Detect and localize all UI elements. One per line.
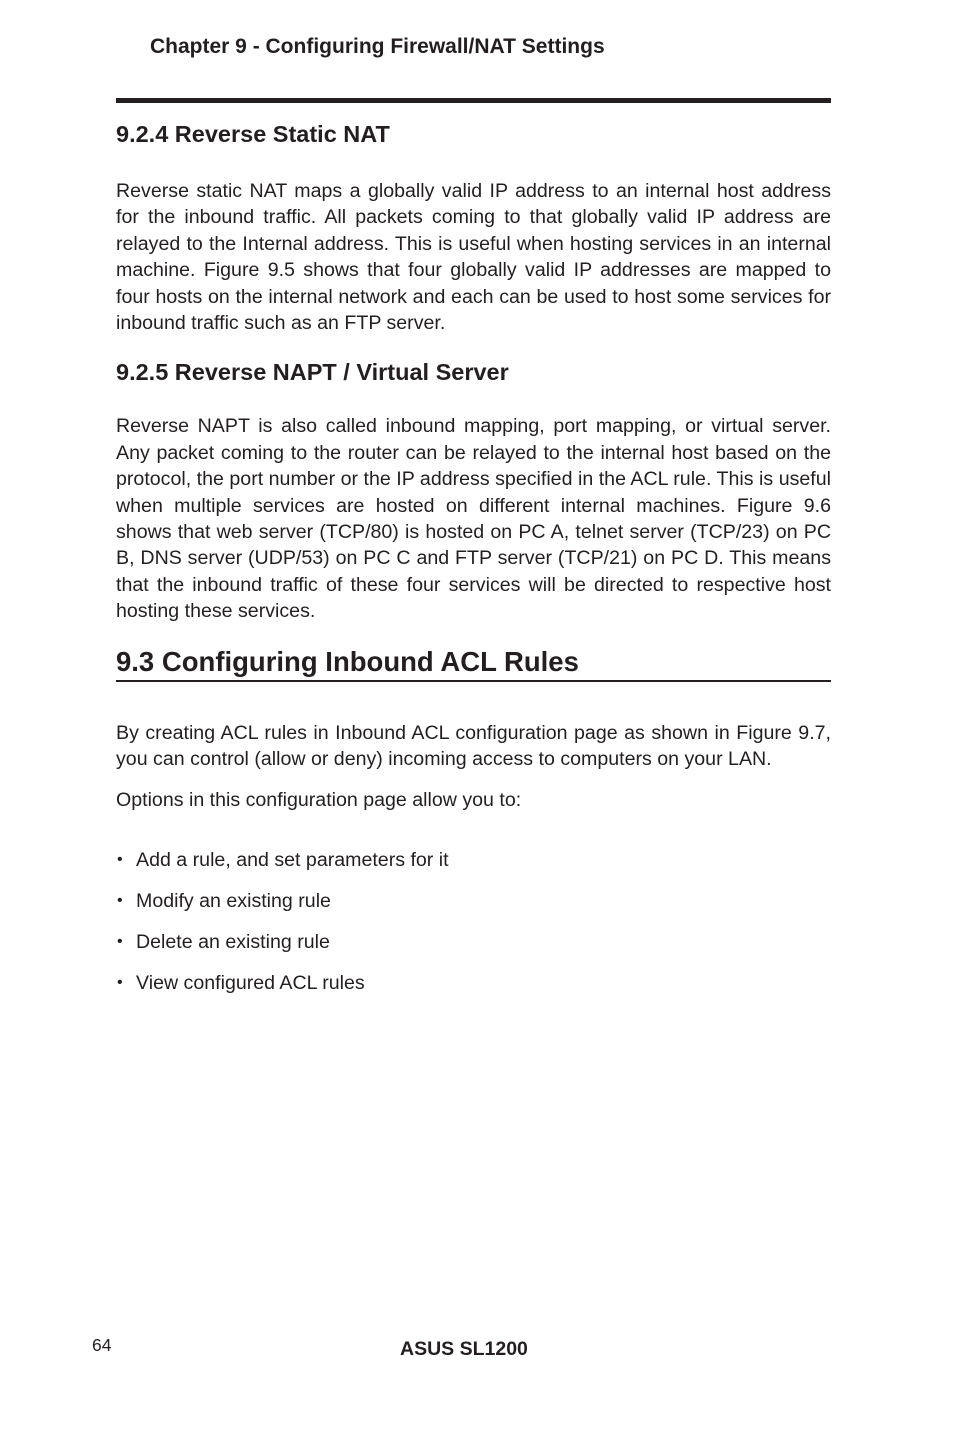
paragraph-reverse-static-nat: Reverse static NAT maps a globally valid IP address to an internal host address for the inbound traffic. All packets coming to that globally valid IP address are relayed to the Internal address. This is useful when hosting services in an internal machine. Figure 9.5 shows that four globally valid IP addresses are mapped to four hosts on the internal network and each can be used to host some services for inbound traffic such as an FTP server. (116, 180, 831, 335)
page-content (116, 118, 831, 1011)
list-item-text: Add a rule, and set parameters for it (136, 848, 449, 871)
section-title-reverse-static-nat: 9.2.4 Reverse Static NAT (116, 121, 390, 147)
list-item-text: Modify an existing rule (136, 889, 331, 912)
list-item (116, 888, 831, 914)
bullet-icon: • (117, 973, 123, 991)
footer-product-name: ASUS SL1200 (400, 1338, 528, 1360)
page-number: 64 (92, 1335, 112, 1355)
bullet-icon: • (117, 850, 123, 868)
bullet-icon: • (117, 891, 123, 909)
section-title-reverse-napt: 9.2.5 Reverse NAPT / Virtual Server (116, 359, 509, 386)
list-item-text: Delete an existing rule (136, 930, 330, 953)
list-item (116, 929, 831, 955)
list-item (116, 970, 831, 996)
list-item-text: View configured ACL rules (136, 971, 365, 994)
header-rule (116, 98, 831, 103)
options-list (116, 847, 831, 996)
bullet-icon: • (117, 932, 123, 950)
section-title-inbound-acl: 9.3 Configuring Inbound ACL Rules (116, 645, 831, 682)
list-item (116, 847, 831, 873)
running-header: Chapter 9 - Configuring Firewall/NAT Settings (150, 35, 605, 58)
paragraph-reverse-napt: Reverse NAPT is also called inbound mapping, port mapping, or virtual server. Any packet coming to the router can be relayed to the internal host based on the protocol, the port number or the IP address specified in the ACL rule. This is useful when multiple services are hosted on different internal machines. Figure 9.6 shows that web server (TCP/80) is hosted on PC A, telnet server (TCP/23) on PC B, DNS server (UDP/53) on PC C and FTP server (TCP/21) on PC D. This means that the inbound traffic of these four services will be directed to respective host hosting these services. (116, 415, 831, 623)
paragraph-options-intro: Options in this configuration page allow you to: (116, 788, 522, 811)
paragraph-inbound-acl: By creating ACL rules in Inbound ACL configuration page as shown in Figure 9.7, you can control (allow or deny) incoming access to computers on your LAN. (116, 721, 831, 771)
